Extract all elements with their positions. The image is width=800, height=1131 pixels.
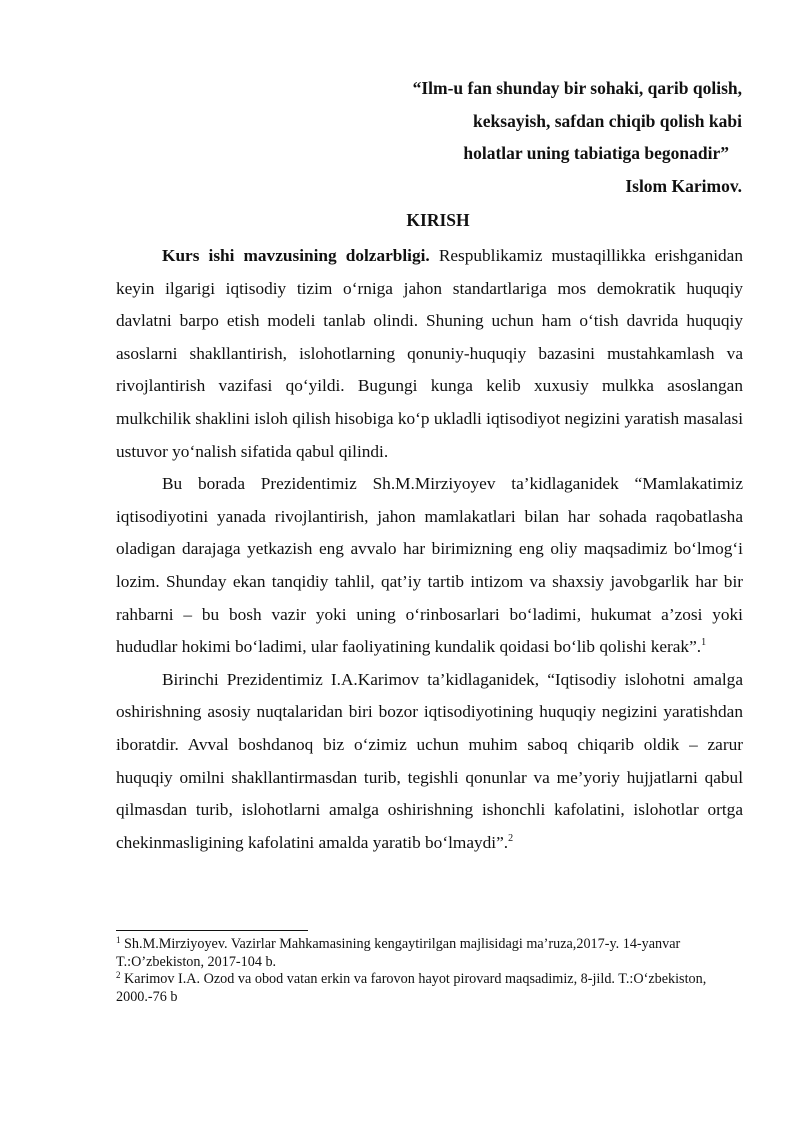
footnote [116,936,726,971]
epigraph-line: keksayish, safdan chiqib qolish kabi [473,110,742,131]
epigraph [413,72,742,202]
paragraph-text: Respublikamiz mustaqillikka erishganidan keyin ilgarigi iqtisodiy tizim o‘rniga jahon standartlariga mos demokratik huquqiy davlatni barpo etish modeli tanlab olindi. Shuning uchun ham o‘tish davrida huquqiy asoslarni shakllantirish, islohotlarning qonuniy-huquqiy bazasini mustahkamlash va rivojlantirish vazifasi qo‘yildi. Bugungi kunga kelib xuxusiy mulkka asoslangan mulkchilik shaklini isloh qilish hisobiga ko‘p ukladli iqtisodiyot negizini yaratish masalasi ustuvor yo‘nalish sifatida qabul qilindi. [116,246,743,461]
paragraph-mirziyoyev-quote [116,468,743,664]
footnote-reference: 2 [508,832,514,844]
paragraph-karimov-quote [116,664,743,860]
paragraph-text: Bu borada Prezidentimiz Sh.M.Mirziyoyev ta’kidlaganidek “Mamlakatimiz iqtisodiyotini yanada rivojlantirish, jahon mamlakatlari bilan har sohada raqobatlasha oladigan darajaga yetkazish eng avvalo har birimizning eng oliy maqsadimiz bo‘lmog‘i lozim. Shunday ekan tanqidiy tahlil, qat’iy tartib intizom va shaxsiy javobgarlik har bir rahbarni – bu bosh vazir yoki uning o‘rinbosarlari bo‘ladimi, hukumat a’zosi yoki hududlar hokimi bo‘ladimi, ular faoliyatining kundalik qoidasi bo‘lib qolishi kerak”. [116,474,743,657]
footnote-text: Karimov I.A. Ozod va obod vatan erkin va farovon hayot pirovard maqsadimiz, 8-jild. T.:O‘zbekiston, 2000.-76 b [116,971,707,1005]
footnotes [116,936,726,1006]
footnote-mark: 2 [116,970,121,980]
paragraph-lead-bold: Kurs ishi mavzusining dolzarbligi. [162,246,430,265]
section-heading: KIRISH [406,210,470,230]
footnote [116,971,726,1006]
footnote-separator [116,930,308,931]
paragraph-text: Birinchi Prezidentimiz I.A.Karimov ta’kidlaganidek, “Iqtisodiy islohotni amalga oshirishning asosiy nuqtalaridan biri bozor iqtisodiyotining huquqiy negizini yaratishdan iboratdir. Avval boshdanoq biz o‘zimiz uchun muhim saboq chiqarib oldik – zarur huquqiy omilni shakllantirmasdan turib, tegishli qonunlar va me’yoriy hujjatlarni qabul qilmasdan turib, islohotlarni amalga oshirishning ishonchli kafolatini, islohotlar ortga chekinmasligining kafolatini amalda yaratib bo‘lmaydi”. [116,669,743,852]
body-text [116,240,743,859]
epigraph-line: holatlar uning tabiatiga begonadir” [463,143,729,163]
footnote-text: Sh.M.Mirziyoyev. Vazirlar Mahkamasining kengaytirilgan majlisidagi ma’ruza,2017-y. 14-yanvar T.:O’zbekiston, 2017-104 b. [116,936,681,970]
epigraph-line: “Ilm-u fan shunday bir sohaki, qarib qolish, [412,78,742,98]
paragraph-relevance [116,240,743,468]
epigraph-author: Islom Karimov. [625,175,742,196]
footnote-reference: 1 [701,637,707,649]
footnote-mark: 1 [116,935,121,945]
